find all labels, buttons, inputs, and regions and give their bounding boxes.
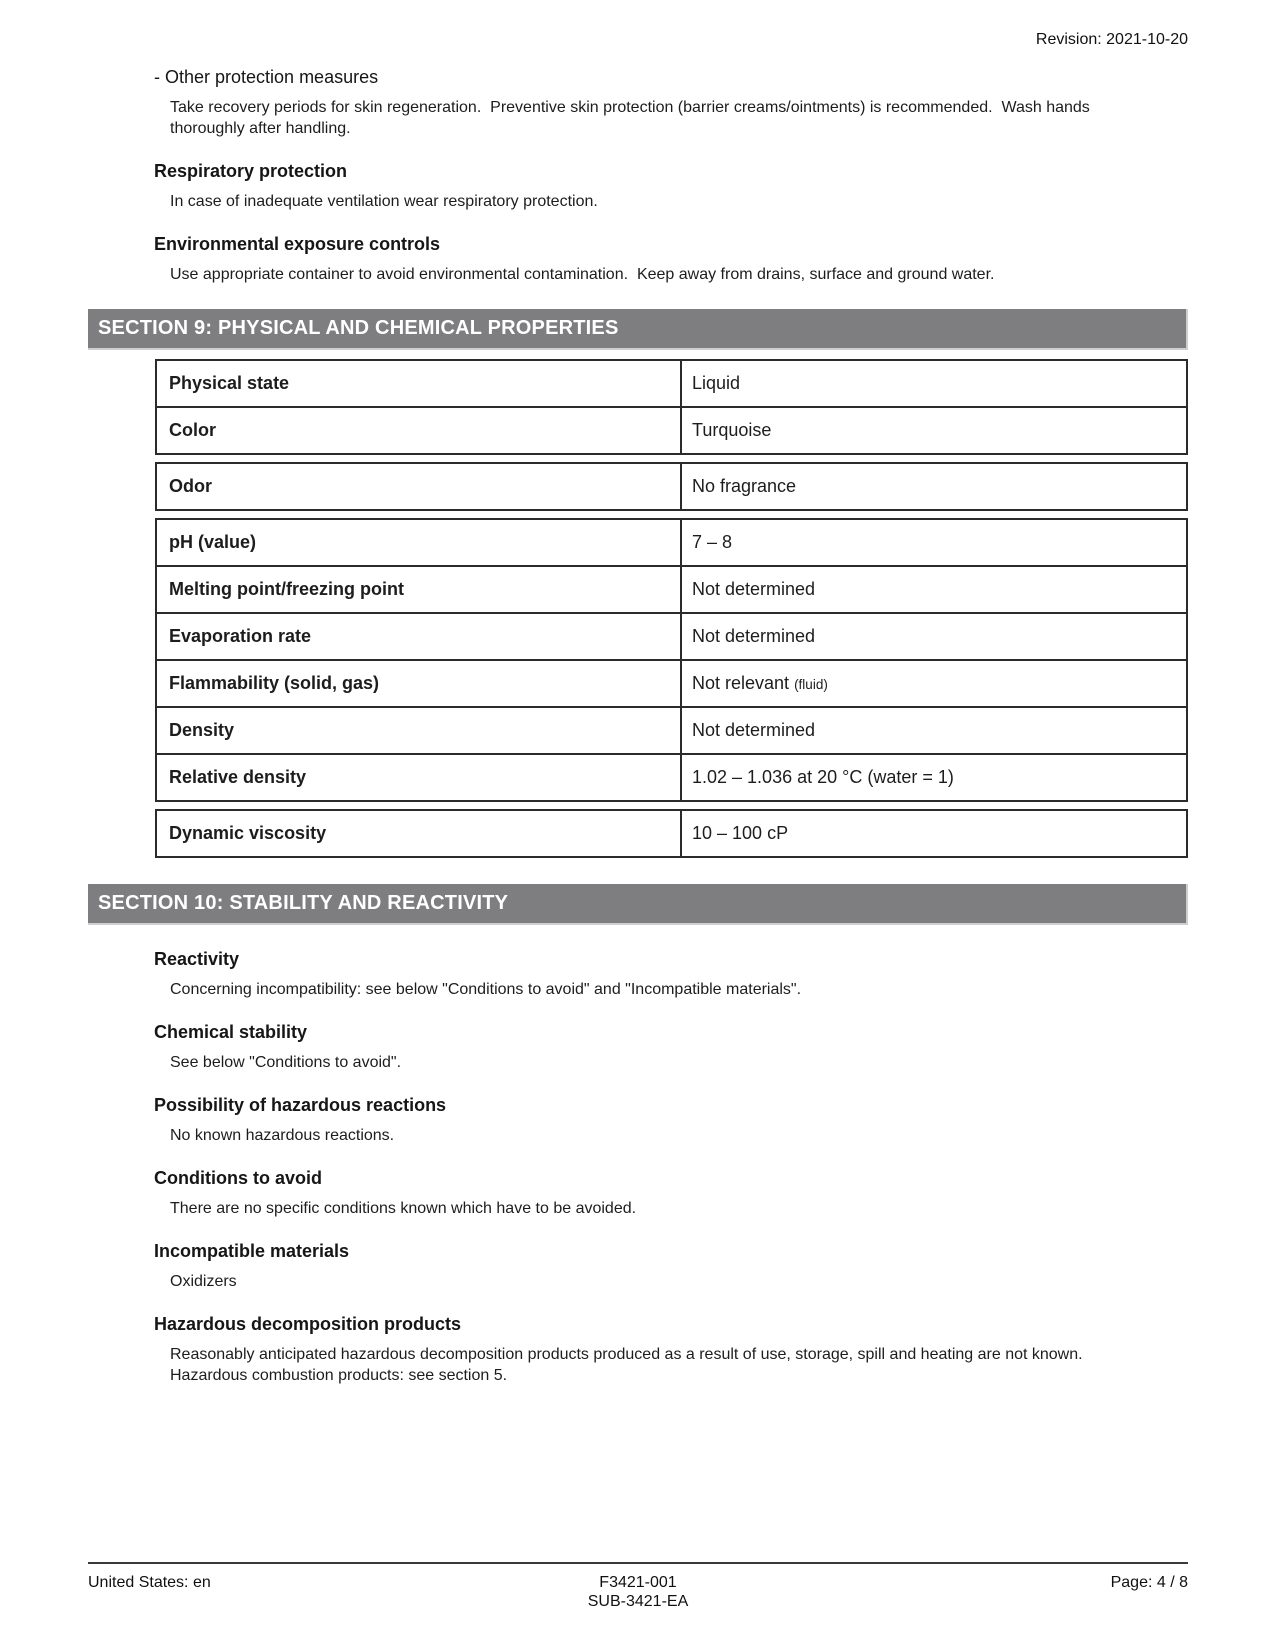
footer-doc-number: F3421-001 xyxy=(599,1574,677,1591)
table-row-color xyxy=(157,406,1186,453)
heading-respiratory-protection: Respiratory protection xyxy=(154,161,348,181)
heading-other-protection-measures: - Other protection measures xyxy=(154,67,379,87)
table-row-relative-density xyxy=(157,753,1186,800)
paragraph-chemical-stability: See below "Conditions to avoid". xyxy=(170,1054,402,1071)
property-label: Density xyxy=(157,708,682,753)
heading-hazardous-decomposition-products: Hazardous decomposition products xyxy=(154,1314,462,1334)
footer-page-number: Page: 4 / 8 xyxy=(1110,1574,1188,1591)
table-row-evaporation-rate xyxy=(157,612,1186,659)
property-label: Dynamic viscosity xyxy=(157,811,682,856)
table-row-odor xyxy=(157,464,1186,509)
section10-title: SECTION 10: STABILITY AND REACTIVITY xyxy=(98,892,509,914)
property-label: Flammability (solid, gas) xyxy=(157,661,682,706)
section10-header-bar xyxy=(88,884,1188,925)
property-label: Melting point/freezing point xyxy=(157,567,682,612)
heading-reactivity: Reactivity xyxy=(154,949,240,969)
properties-table-group-1 xyxy=(155,359,1188,455)
revision-label: Revision: 2021-10-20 xyxy=(1035,31,1188,48)
property-value xyxy=(682,661,1186,706)
footer-document-numbers xyxy=(88,1573,1188,1611)
property-value: No fragrance xyxy=(692,476,797,496)
paragraph-possibility-hazardous-reactions: No known hazardous reactions. xyxy=(170,1127,395,1144)
heading-incompatible-materials: Incompatible materials xyxy=(154,1241,350,1261)
properties-table-group-2 xyxy=(155,462,1188,511)
heading-conditions-to-avoid: Conditions to avoid xyxy=(154,1168,322,1188)
property-value: 1.02 – 1.036 at 20 °C (water = 1) xyxy=(692,767,954,787)
table-row-melting-point xyxy=(157,565,1186,612)
property-value: Not determined xyxy=(692,720,816,740)
paragraph-environmental-exposure: Use appropriate container to avoid environmental contamination. Keep away from drains, surface and ground water. xyxy=(170,266,995,283)
section9-header-bar xyxy=(88,309,1188,350)
heading-possibility-hazardous-reactions: Possibility of hazardous reactions xyxy=(154,1095,447,1115)
property-value: 10 – 100 cP xyxy=(692,823,789,843)
property-label: Evaporation rate xyxy=(157,614,682,659)
footer-locale-label: United States: en xyxy=(88,1574,211,1591)
heading-chemical-stability: Chemical stability xyxy=(154,1022,308,1042)
property-label: Odor xyxy=(157,464,682,509)
property-value-main: Not relevant xyxy=(692,673,790,693)
property-label: Physical state xyxy=(157,361,682,406)
paragraph-incompatible-materials: Oxidizers xyxy=(170,1273,237,1290)
property-value: 7 – 8 xyxy=(692,532,733,552)
table-row-dynamic-viscosity xyxy=(157,811,1186,856)
heading-environmental-exposure-controls: Environmental exposure controls xyxy=(154,234,441,254)
section9-title: SECTION 9: PHYSICAL AND CHEMICAL PROPERTIES xyxy=(98,317,619,339)
property-value: Not determined xyxy=(692,579,816,599)
paragraph-respiratory-protection: In case of inadequate ventilation wear respiratory protection. xyxy=(170,193,598,210)
property-value: Liquid xyxy=(692,373,741,393)
footer-sub-number: SUB-3421-EA xyxy=(587,1593,689,1610)
paragraph-other-protection: Take recovery periods for skin regeneration. Preventive skin protection (barrier creams/ointments) is recommended. Wash hands thoroughly after handling. xyxy=(170,99,1095,137)
property-label: Color xyxy=(157,408,682,453)
table-row-physical-state xyxy=(157,361,1186,406)
table-row-ph xyxy=(157,520,1186,565)
footer-divider xyxy=(88,1562,1188,1564)
properties-table-group-4 xyxy=(155,809,1188,858)
properties-table-group-3 xyxy=(155,518,1188,802)
paragraph-conditions-to-avoid: There are no specific conditions known which have to be avoided. xyxy=(170,1200,637,1217)
paragraph-hazardous-decomposition-products: Reasonably anticipated hazardous decomposition products produced as a result of use, storage, spill and heating are not known. Hazardous combustion products: see section 5. xyxy=(170,1346,1092,1384)
property-label: Relative density xyxy=(157,755,682,800)
property-value-note: (fluid) xyxy=(794,677,828,692)
property-label: pH (value) xyxy=(157,520,682,565)
property-value: Turquoise xyxy=(692,420,772,440)
table-row-density xyxy=(157,706,1186,753)
paragraph-reactivity: Concerning incompatibility: see below "Conditions to avoid" and "Incompatible materials". xyxy=(170,981,802,998)
table-row-flammability xyxy=(157,659,1186,706)
property-value: Not determined xyxy=(692,626,816,646)
